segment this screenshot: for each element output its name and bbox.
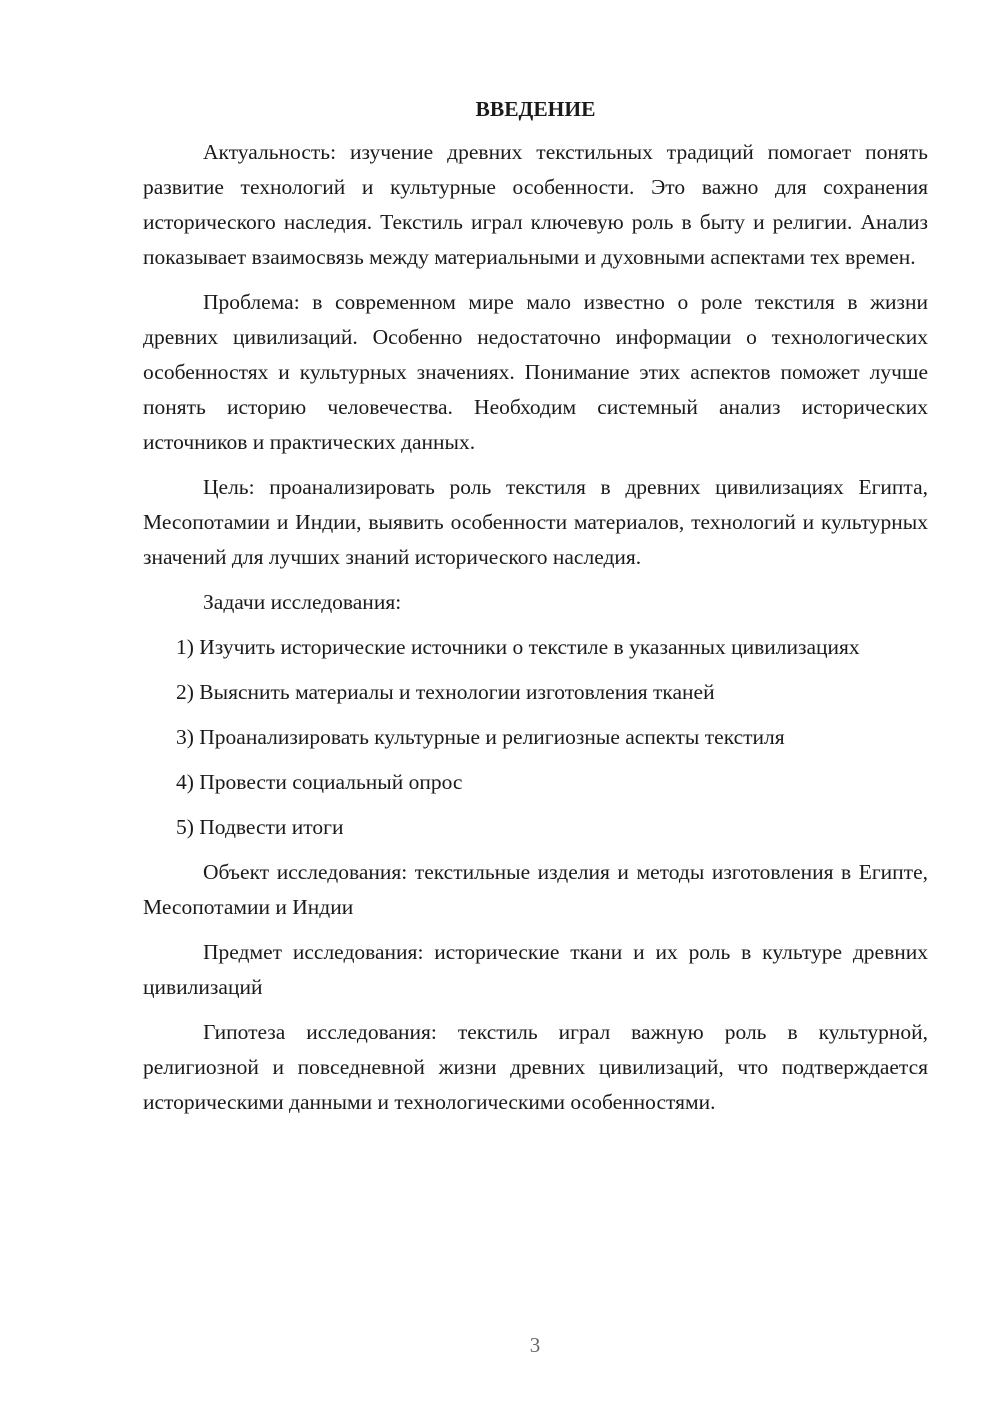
page-number: 3 [529,1333,541,1357]
task-item-1: 1) Изучить исторические источники о текстиле в указанных цивилизациях [176,635,860,659]
hypothesis-paragraph: Гипотеза исследования: текстиль играл важную роль в культурной, религиозной и повседневной жизни древних цивилизаций, что подтверждается историческими данными и технологическими особенностями. [143,1020,928,1114]
task-item-4: 4) Провести социальный опрос [176,770,463,794]
document-body [143,92,928,1130]
goal-paragraph: Цель: проанализировать роль текстиля в древних цивилизациях Египта, Месопотамии и Индии, выявить особенности материалов, технологий и культурных значений для лучших знаний исторического наследия. [143,475,928,569]
task-item-5: 5) Подвести итоги [176,815,344,839]
relevance-paragraph: Актуальность: изучение древних текстильных традиций помогает понять развитие технологий и культурные особенности. Это важно для сохранения исторического наследия. Текстиль играл ключевую роль в быту и религии. Анализ показывает взаимосвязь между материальными и духовными аспектами тех времен. [143,140,928,269]
subject-paragraph: Предмет исследования: исторические ткани и их роль в культуре древних цивилизаций [143,940,928,999]
problem-paragraph: Проблема: в современном мире мало известно о роле текстиля в жизни древних цивилизаций. Особенно недостаточно информации о технологических особенностях и культурных значениях. Понимание этих аспектов поможет лучше понять историю человечества. Необходим системный анализ исторических источников и практических данных. [143,290,928,454]
task-item-3: 3) Проанализировать культурные и религиозные аспекты текстиля [176,725,785,749]
section-heading: ВВЕДЕНИЕ [475,97,596,121]
tasks-heading: Задачи исследования: [203,590,402,614]
task-item-2: 2) Выяснить материалы и технологии изготовления тканей [176,680,715,704]
object-paragraph: Объект исследования: текстильные изделия и методы изготовления в Египте, Месопотамии и Индии [143,860,928,919]
